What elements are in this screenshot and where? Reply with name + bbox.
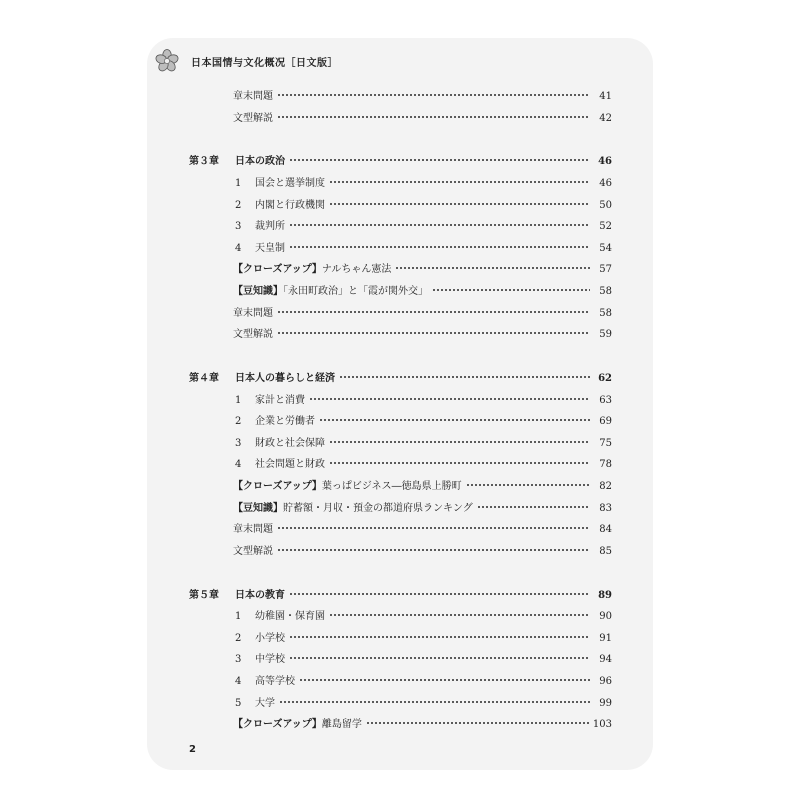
toc-row: [235, 434, 612, 450]
section-number: 3: [235, 654, 242, 666]
page-ref: 84: [599, 524, 612, 536]
section-number: 4: [235, 459, 242, 471]
toc-entry-label: [235, 434, 325, 449]
toc-entry-label: [235, 391, 305, 406]
dot-leader: [289, 224, 590, 226]
toc-entry-label: [235, 629, 285, 644]
dot-leader: [432, 289, 590, 291]
toc-row: [235, 217, 612, 233]
toc-row: [235, 694, 612, 710]
toc-entry-label: [233, 520, 273, 535]
toc-chapter-row: [189, 586, 612, 602]
dot-leader: [477, 506, 590, 508]
dot-leader: [329, 181, 590, 183]
page-ref: 59: [599, 329, 612, 341]
page-ref: 91: [599, 632, 612, 644]
feature-tag: 【豆知識】: [233, 502, 283, 514]
toc-entry-label: [189, 586, 285, 601]
toc-entry-label: [235, 650, 285, 665]
toc-entry-label: [235, 455, 325, 470]
dot-leader: [289, 246, 590, 248]
section-number: 3: [235, 221, 242, 233]
chapter-number: 第５章: [189, 589, 219, 601]
page-ref: 54: [599, 242, 612, 254]
page-ref: 52: [599, 221, 612, 233]
dot-leader: [395, 267, 590, 269]
toc-entry-label: [233, 715, 362, 730]
dot-leader: [289, 657, 590, 659]
toc-row: [235, 239, 612, 255]
section-title: 企業と労働者: [255, 416, 315, 428]
toc-row: [233, 260, 612, 276]
page-ref: 46: [599, 178, 612, 189]
dot-leader: [277, 332, 590, 334]
dot-leader: [329, 614, 590, 616]
section-title: 家計と消費: [255, 394, 305, 406]
toc-entry-label: [235, 217, 285, 232]
section-title: 文型解説: [233, 329, 273, 341]
toc-entry-label: [233, 260, 391, 275]
toc-chapter-row: [189, 369, 612, 385]
dot-leader: [289, 593, 590, 595]
section-number: 4: [235, 676, 242, 687]
page-ref: 63: [599, 394, 612, 406]
section-number: 1: [235, 178, 242, 189]
toc-entry-label: [235, 174, 325, 189]
cherry-blossom-logo-icon: [155, 49, 179, 73]
page-ref: 75: [599, 437, 612, 449]
page-ref: 82: [599, 481, 612, 492]
section-title: 国会と選挙制度: [255, 178, 325, 189]
toc-row: [235, 672, 612, 688]
feature-tag: 【クローズアップ】: [233, 719, 322, 731]
toc-row: [233, 282, 612, 298]
toc-row: [235, 391, 612, 407]
feature-tag: 【クローズアップ】: [233, 481, 322, 492]
page-ref: 83: [599, 502, 612, 514]
dot-leader: [309, 398, 590, 400]
page-ref: 50: [599, 199, 612, 211]
toc-chapter-row: [189, 152, 612, 168]
toc-row: [233, 325, 612, 341]
toc-row: [235, 629, 612, 645]
toc-entry-label: [233, 325, 273, 340]
dot-leader: [339, 376, 590, 378]
section-title: 内閣と行政機関: [255, 199, 325, 211]
section-title: 高等学校: [255, 676, 295, 687]
page-ref: 58: [599, 307, 612, 319]
section-title: 小学校: [255, 632, 285, 644]
page-ref: 69: [599, 416, 612, 428]
dot-leader: [299, 679, 590, 681]
toc-entry-label: [235, 412, 315, 427]
dot-leader: [329, 462, 590, 464]
toc-entry-label: [233, 477, 462, 492]
dot-leader: [277, 94, 590, 96]
toc-entry-label: [235, 239, 285, 254]
page-ref: 57: [599, 264, 612, 276]
dot-leader: [466, 484, 590, 486]
toc-entry-label: [233, 499, 473, 514]
toc-entry-label: [235, 607, 325, 622]
section-number: 2: [235, 416, 242, 428]
section-number: 3: [235, 437, 242, 449]
toc-row: [235, 607, 612, 623]
feature-tag: 【豆知識】: [233, 286, 283, 297]
dot-leader: [277, 311, 590, 313]
feature-title: 離島留学: [321, 719, 362, 731]
chapter-title: 日本の政治: [235, 156, 285, 168]
section-number: 5: [235, 697, 242, 709]
dot-leader: [329, 441, 590, 443]
book-page: [147, 38, 653, 770]
page-ref: 58: [599, 286, 612, 297]
dot-leader: [277, 116, 590, 118]
section-title: 文型解説: [233, 545, 273, 557]
page-ref: 62: [598, 373, 612, 384]
toc-row: [233, 109, 612, 125]
feature-tag: 【クローズアップ】: [233, 264, 322, 276]
dot-leader: [289, 636, 590, 638]
toc-entry-label: [233, 282, 428, 297]
toc-entry-label: [189, 152, 285, 167]
section-title: 文型解説: [233, 112, 273, 124]
chapter-title: 日本の教育: [235, 589, 285, 601]
section-title: 裁判所: [255, 221, 285, 233]
page-ref: 90: [599, 611, 612, 623]
chapter-number: 第４章: [189, 373, 219, 384]
dot-leader: [319, 419, 590, 421]
dot-leader: [366, 722, 589, 724]
page-ref: 41: [599, 91, 612, 102]
chapter-number: 第３章: [189, 156, 219, 168]
toc-entry-label: [189, 369, 335, 384]
toc-entry-label: [233, 542, 273, 557]
page-ref: 42: [599, 112, 612, 124]
toc-row: [235, 455, 612, 471]
toc-row: [235, 412, 612, 428]
dot-leader: [279, 701, 590, 703]
section-title: 社会問題と財政: [255, 459, 325, 471]
feature-title: 貯蓄額・月収・預金の都道府県ランキング: [283, 502, 473, 514]
section-number: 4: [235, 242, 242, 254]
section-title: 章末問題: [233, 91, 273, 102]
page-ref: 96: [599, 676, 612, 687]
toc-entry-label: [233, 109, 273, 124]
section-title: 天皇制: [255, 242, 285, 254]
toc-row: [233, 715, 612, 731]
feature-title: 葉っぱビジネス―徳島県上勝町: [321, 481, 462, 492]
page-ref: 85: [599, 545, 612, 557]
section-number: 2: [235, 199, 242, 211]
section-number: 1: [235, 611, 242, 623]
toc-row: [235, 196, 612, 212]
section-title: 章末問題: [233, 307, 273, 319]
toc-entry-label: [233, 87, 273, 102]
section-title: 大学: [255, 697, 275, 709]
section-number: 1: [235, 394, 242, 406]
toc-row: [233, 520, 612, 536]
toc-entry-label: [235, 196, 325, 211]
page-ref: 99: [599, 697, 612, 709]
toc-entry-label: [235, 694, 275, 709]
page-ref: 94: [599, 654, 612, 666]
dot-leader: [277, 527, 590, 529]
page-ref: 103: [592, 719, 612, 731]
toc-row: [233, 87, 612, 103]
dot-leader: [289, 159, 590, 161]
toc-row: [235, 650, 612, 666]
page-ref: 89: [598, 589, 612, 601]
toc-entry-label: [233, 304, 273, 319]
toc-row: [233, 304, 612, 320]
toc-row: [233, 499, 612, 515]
page-header: [155, 49, 338, 73]
feature-title: ナルちゃん憲法: [321, 264, 392, 276]
dot-leader: [277, 549, 590, 551]
page-number: 2: [189, 744, 196, 755]
toc-entry-label: [235, 672, 295, 687]
page-ref: 46: [598, 156, 612, 168]
feature-title: 「永田町政治」と「霞が関外交」: [283, 286, 428, 297]
section-title: 幼稚園・保育園: [255, 611, 325, 623]
section-title: 中学校: [255, 654, 285, 666]
section-number: 2: [235, 632, 242, 644]
toc-row: [233, 477, 612, 493]
section-title: 財政と社会保障: [255, 437, 325, 449]
page-ref: 78: [599, 459, 612, 471]
toc-row: [233, 542, 612, 558]
toc-row: [235, 174, 612, 190]
book-title: 日本国情与文化概况［日文版］: [191, 57, 338, 69]
chapter-title: 日本人の暮らしと経済: [235, 373, 335, 384]
dot-leader: [329, 203, 590, 205]
section-title: 章末問題: [233, 524, 273, 536]
